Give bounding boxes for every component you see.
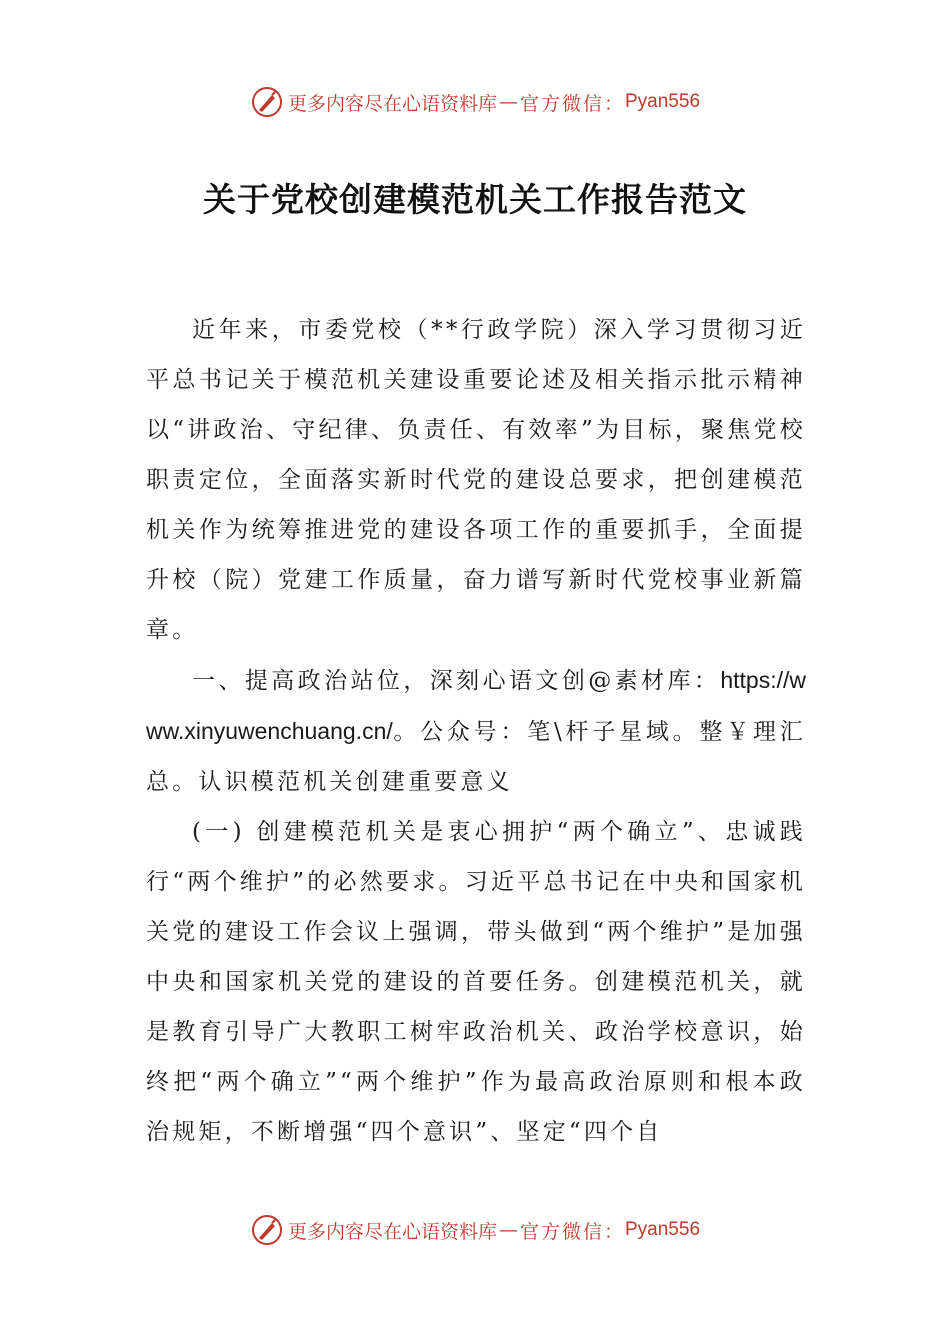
- watermark-text: 更多内容尽在心语资料库: [287, 92, 497, 115]
- wechat-label: 官方微信：: [519, 92, 625, 115]
- source-url: https://www.xinyuwenchuang.cn/: [146, 667, 806, 744]
- section-heading-tail: 。公众号：笔\杆子星域。整￥理汇总。认识模范机关创建重要意义: [146, 719, 806, 795]
- watermark-banner-bottom: [0, 1210, 950, 1250]
- watermark-text: 更多内容尽在心语资料库: [287, 1220, 497, 1243]
- wechat-handle: Pyan556: [625, 1219, 701, 1240]
- wechat-handle: Pyan556: [625, 91, 701, 112]
- section-heading-text: 一、提高政治站位，深刻心语文创@素材库：: [192, 668, 721, 694]
- watermark-separator: —: [498, 1219, 518, 1241]
- pen-logo-icon: [250, 1213, 284, 1247]
- document-title: 关于党校创建模范机关工作报告范文: [203, 180, 747, 219]
- pen-logo-icon: [250, 85, 284, 119]
- intro-paragraph: 近年来，市委党校（**行政学院）深入学习贯彻习近平总书记关于模范机关建设重要论述及相关指示批示精神以“讲政治、守纪律、负责任、有效率”为目标，聚焦党校职责定位，全面落实新时代党的建设总要求，把创建模范机关作为统筹推进党的建设各项工作的重要抓手，全面提升校（院）党建工作质量，奋力谱写新时代党校事业新篇章。: [146, 317, 806, 643]
- section-heading-one: [146, 655, 806, 807]
- document-body: [146, 305, 806, 1157]
- watermark-separator: —: [498, 91, 518, 113]
- watermark-banner-top: [0, 82, 950, 122]
- wechat-label: 官方微信：: [519, 1220, 625, 1243]
- subsection-paragraph: (一) 创建模范机关是衷心拥护“两个确立”、忠诚践行“两个维护”的必然要求。习近平总书记在中央和国家机关党的建设工作会议上强调，带头做到“两个维护”是加强中央和国家机关党的建设的首要任务。创建模范机关，就是教育引导广大教职工树牢政治机关、政治学校意识，始终把“两个确立”“两个维护”作为最高政治原则和根本政治规矩，不断增强“四个意识”、坚定“四个自: [146, 819, 806, 1145]
